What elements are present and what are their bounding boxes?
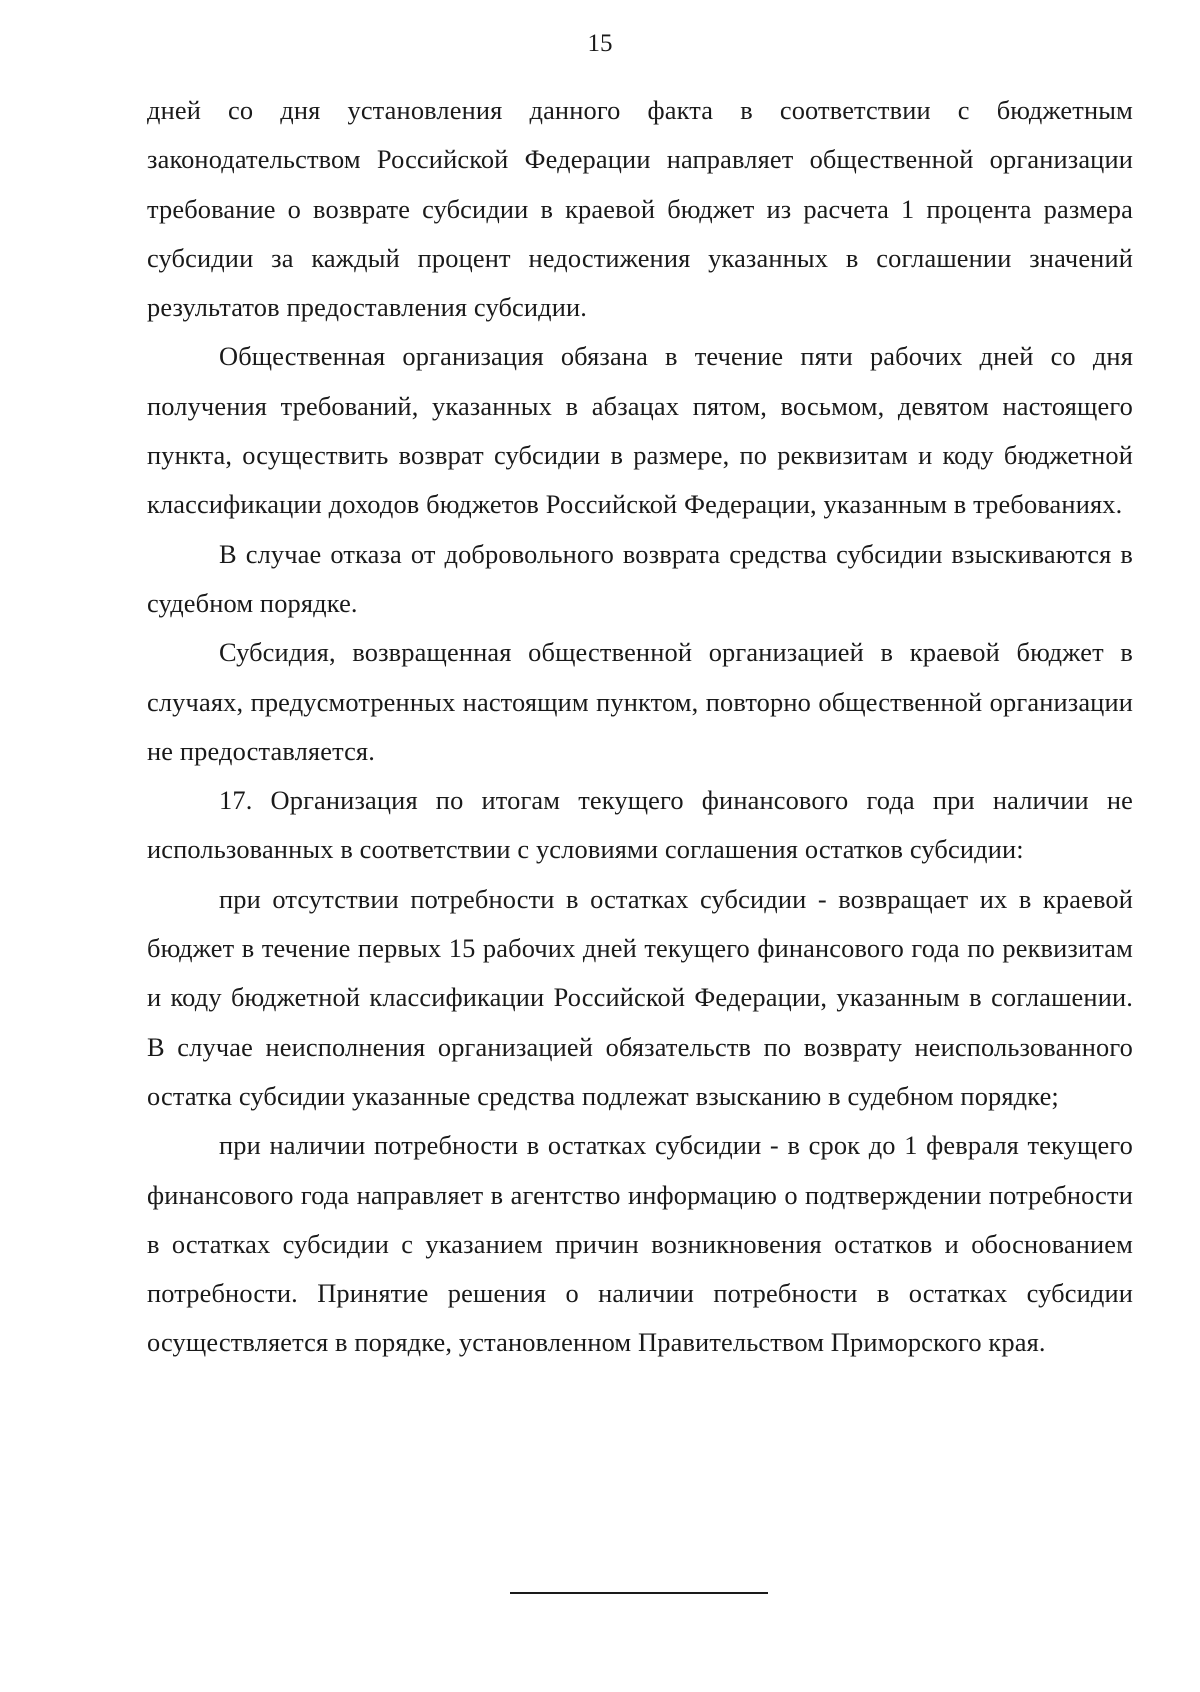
paragraph: при наличии потребности в остатках субсидии - в срок до 1 февраля текущего финансового года направляет в агентство информацию о подтверждении потребности в остатках субсидии с указанием причин возникновения остатков и обоснованием потребности. Принятие решения о наличии потребности в остатках субсидии осуществляется в порядке, установленном Правительством Приморского края. bbox=[147, 1130, 1133, 1358]
paragraph: Субсидия, возвращенная общественной организацией в краевой бюджет в случаях, предусмотренных настоящим пунктом, повторно общественной организации не предоставляется. bbox=[147, 637, 1133, 766]
document-body bbox=[147, 86, 1133, 1368]
paragraph: дней со дня установления данного факта в соответствии с бюджетным законодательством Российской Федерации направляет общественной организации требование о возврате субсидии в краевой бюджет из расчета 1 процента размера субсидии за каждый процент недостижения указанных в соглашении значений результатов предоставления субсидии. bbox=[147, 95, 1133, 323]
page-number: 15 bbox=[587, 30, 613, 57]
paragraph: 17. Организация по итогам текущего финансового года при наличии не использованных в соответствии с условиями соглашения остатков субсидии: bbox=[147, 785, 1133, 865]
paragraph: В случае отказа от добровольного возврата средства субсидии взыскиваются в судебном порядке. bbox=[147, 538, 1133, 618]
paragraph: Общественная организация обязана в течение пяти рабочих дней со дня получения требований, указанных в абзацах пятом, восьмом, девятом настоящего пункта, осуществить возврат субсидии в размере, по реквизитам и коду бюджетной классификации доходов бюджетов Российской Федерации, указанным в требованиях. bbox=[147, 341, 1133, 520]
end-of-document-rule bbox=[510, 1592, 768, 1594]
paragraph: при отсутствии потребности в остатках субсидии - возвращает их в краевой бюджет в течение первых 15 рабочих дней текущего финансового года по реквизитам и коду бюджетной классификации Российской Федерации, указанным в соглашении. В случае неисполнения организацией обязательств по возврату неиспользованного остатка субсидии указанные средства подлежат взысканию в судебном порядке; bbox=[147, 883, 1133, 1111]
